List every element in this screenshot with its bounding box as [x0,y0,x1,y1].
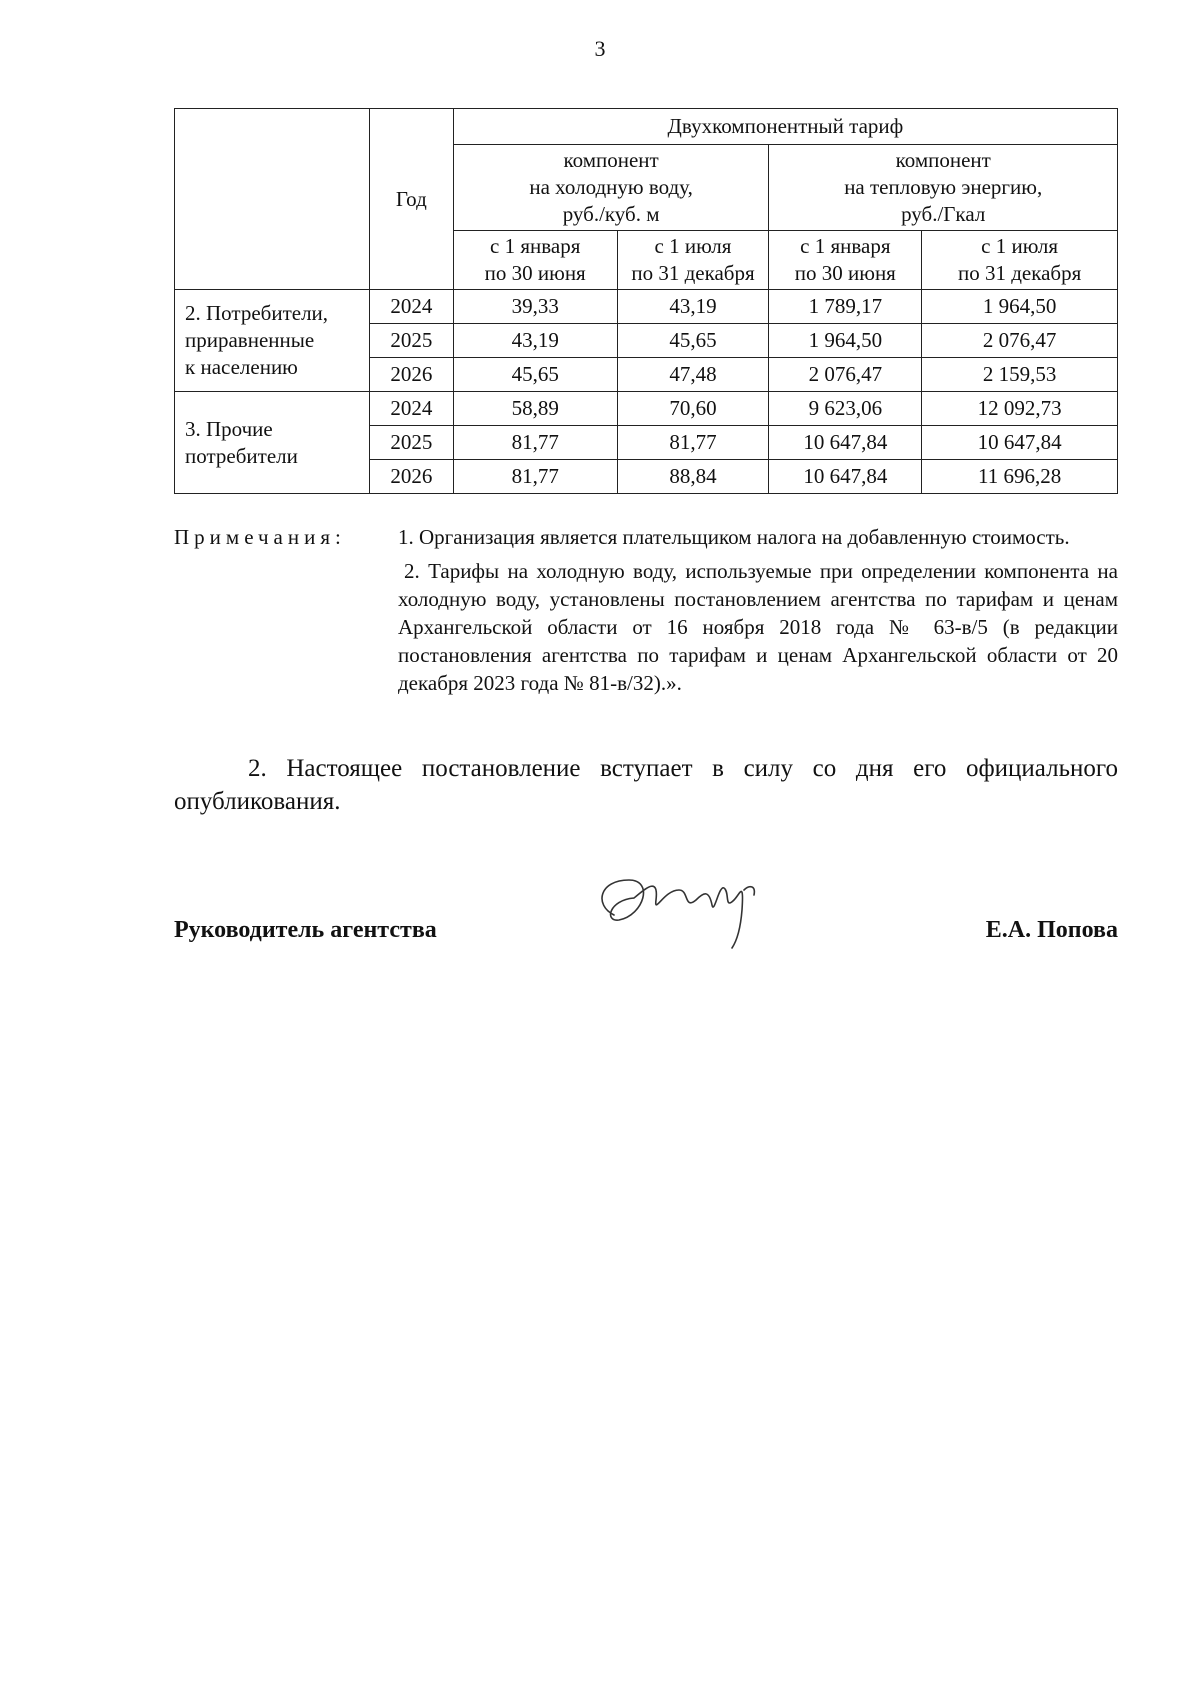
year-cell: 2024 [369,392,453,426]
period-2-to: по 31 декабря [631,261,755,285]
period-4-to: по 31 декабря [957,261,1082,285]
signatory-name: Е.А. Попова [985,917,1118,943]
value-cell: 1 964,50 [769,324,922,358]
value-cell: 70,60 [617,392,769,426]
value-cell: 81,77 [617,426,769,460]
year-header: Год [369,109,453,290]
page-number: 3 [594,36,606,61]
handwritten-signature [584,860,784,955]
value-cell: 1 964,50 [922,290,1118,324]
value-cell: 11 696,28 [922,460,1118,494]
value-cell: 43,19 [617,290,769,324]
value-cell: 43,19 [453,324,617,358]
signatory-title: Руководитель агентства [174,917,437,943]
group-label-line: 2. Потребители, [185,301,329,325]
period-header-2 [617,231,769,290]
note-item: 1. Организация является плательщиком налога на добавленную стоимость. [398,525,1070,549]
value-cell: 2 159,53 [922,358,1118,392]
period-1-from: с 1 января [490,234,581,258]
value-cell: 9 623,06 [769,392,922,426]
year-cell: 2025 [369,426,453,460]
year-cell: 2025 [369,324,453,358]
period-2-from: с 1 июля [654,234,732,258]
period-1-to: по 30 июня [484,261,586,285]
table-row [175,392,1118,426]
water-line-2: на холодную воду, [529,175,693,199]
heat-line-1: компонент [895,148,991,172]
value-cell: 81,77 [453,426,617,460]
heat-line-3: руб./Гкал [901,202,986,226]
group-label-line: потребители [185,443,298,468]
group-label-other [175,392,370,494]
value-cell: 10 647,84 [769,426,922,460]
effective-clause: 2. Настоящее постановление вступает в силу со дня его официального опубликования. [174,755,1118,815]
tariff-table [174,108,1118,494]
tariff-title-header: Двухкомпонентный тариф [453,109,1117,145]
value-cell: 39,33 [453,290,617,324]
period-3-to: по 30 июня [794,261,896,285]
heat-line-2: на тепловую энергию, [844,175,1043,199]
group-header-blank [175,109,370,290]
heat-component-header [769,145,1118,231]
period-header-1 [453,231,617,290]
table-row [175,290,1118,324]
value-cell: 12 092,73 [922,392,1118,426]
group-label-line: приравненные [185,328,315,352]
value-cell: 2 076,47 [769,358,922,392]
group-label-line: 3. Прочие [185,416,273,441]
value-cell: 2 076,47 [922,324,1118,358]
period-header-3 [769,231,922,290]
notes-label: Примечания: [174,525,346,549]
value-cell: 47,48 [617,358,769,392]
period-header-4 [922,231,1118,290]
group-label-population [175,290,370,392]
year-cell: 2026 [369,358,453,392]
value-cell: 10 647,84 [922,426,1118,460]
value-cell: 88,84 [617,460,769,494]
value-cell: 45,65 [617,324,769,358]
water-line-3: руб./куб. м [562,202,660,226]
value-cell: 45,65 [453,358,617,392]
notes-body [398,523,1118,703]
year-cell: 2026 [369,460,453,494]
water-line-1: компонент [563,148,659,172]
water-component-header [453,145,769,231]
year-cell: 2024 [369,290,453,324]
period-3-from: с 1 января [800,234,891,258]
period-4-from: с 1 июля [981,234,1059,258]
value-cell: 81,77 [453,460,617,494]
value-cell: 58,89 [453,392,617,426]
group-label-line: к населению [185,355,298,379]
value-cell: 10 647,84 [769,460,922,494]
value-cell: 1 789,17 [769,290,922,324]
note-item: 2. Тарифы на холодную воду, используемые при определении компонента на холодную воду, установлены постановлением агентства по тарифам и ценам Архангельской области от 16 ноября 2018 года № 63-в/5 (в редакции постановления агентства по тарифам и ценам Архангельской области от 20 декабря 2023 года № 81-в/32).». [398,559,1118,695]
signature-block [174,905,1118,965]
